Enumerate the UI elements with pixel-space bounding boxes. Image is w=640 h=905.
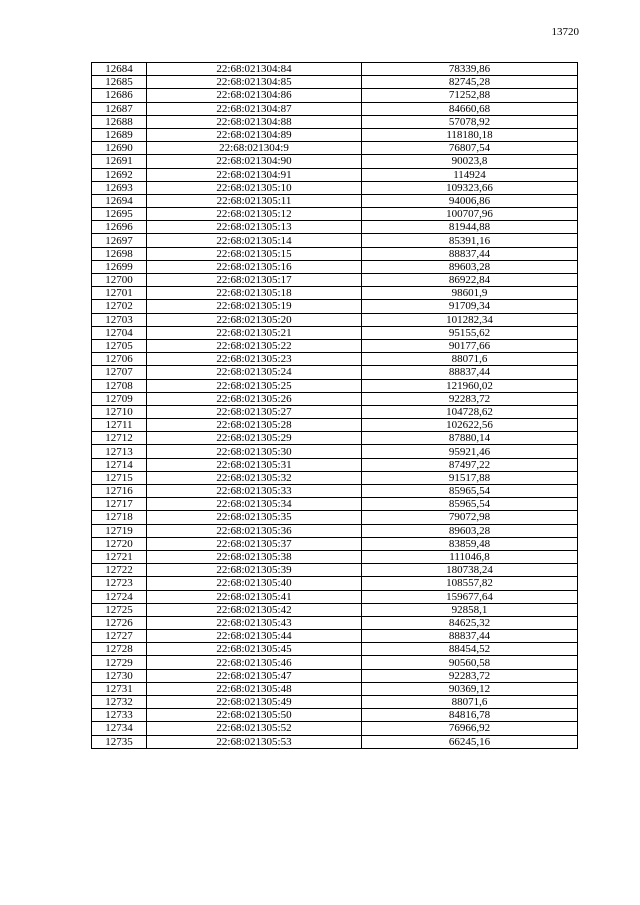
- cadastral-value-cell: 90369,12: [362, 682, 578, 695]
- row-number-cell: 12697: [92, 234, 147, 247]
- table-row: [92, 722, 578, 735]
- cadastral-number-cell: 22:68:021305:50: [147, 709, 362, 722]
- cadastral-number-cell: 22:68:021305:11: [147, 194, 362, 207]
- cadastral-number-cell: 22:68:021305:25: [147, 379, 362, 392]
- table-row: [92, 630, 578, 643]
- row-number-cell: 12700: [92, 274, 147, 287]
- table-row: [92, 550, 578, 563]
- table-row: [92, 471, 578, 484]
- row-number-cell: 12686: [92, 89, 147, 102]
- table-row: [92, 498, 578, 511]
- cadastral-value-cell: 121960,02: [362, 379, 578, 392]
- cadastral-value-cell: 89603,28: [362, 524, 578, 537]
- cadastral-number-cell: 22:68:021304:90: [147, 155, 362, 168]
- row-number-cell: 12710: [92, 405, 147, 418]
- row-number-cell: 12721: [92, 550, 147, 563]
- cadastral-number-cell: 22:68:021304:85: [147, 76, 362, 89]
- table-row: [92, 339, 578, 352]
- cadastral-value-cell: 159677,64: [362, 590, 578, 603]
- table-row: [92, 142, 578, 155]
- cadastral-number-cell: 22:68:021305:49: [147, 696, 362, 709]
- cadastral-number-cell: 22:68:021305:16: [147, 260, 362, 273]
- cadastral-number-cell: 22:68:021305:44: [147, 630, 362, 643]
- cadastral-value-cell: 94006,86: [362, 194, 578, 207]
- table-row: [92, 590, 578, 603]
- cadastral-number-cell: 22:68:021305:43: [147, 616, 362, 629]
- cadastral-number-cell: 22:68:021305:20: [147, 313, 362, 326]
- cadastral-number-cell: 22:68:021305:12: [147, 208, 362, 221]
- table-row: [92, 366, 578, 379]
- cadastral-number-cell: 22:68:021305:52: [147, 722, 362, 735]
- cadastral-value-cell: 88837,44: [362, 247, 578, 260]
- cadastral-number-cell: 22:68:021305:53: [147, 735, 362, 748]
- row-number-cell: 12707: [92, 366, 147, 379]
- cadastral-number-cell: 22:68:021305:22: [147, 339, 362, 352]
- cadastral-number-cell: 22:68:021305:45: [147, 643, 362, 656]
- cadastral-value-cell: 66245,16: [362, 735, 578, 748]
- row-number-cell: 12733: [92, 709, 147, 722]
- table-row: [92, 432, 578, 445]
- cadastral-number-cell: 22:68:021304:89: [147, 128, 362, 141]
- row-number-cell: 12705: [92, 339, 147, 352]
- cadastral-number-cell: 22:68:021305:10: [147, 181, 362, 194]
- cadastral-number-cell: 22:68:021305:26: [147, 392, 362, 405]
- cadastral-number-cell: 22:68:021305:41: [147, 590, 362, 603]
- cadastral-value-cell: 85391,16: [362, 234, 578, 247]
- row-number-cell: 12719: [92, 524, 147, 537]
- cadastral-number-cell: 22:68:021305:21: [147, 326, 362, 339]
- cadastral-value-cell: 90560,58: [362, 656, 578, 669]
- cadastral-value-cell: 57078,92: [362, 115, 578, 128]
- cadastral-value-cell: 88071,6: [362, 696, 578, 709]
- cadastral-number-cell: 22:68:021304:9: [147, 142, 362, 155]
- table-row: [92, 313, 578, 326]
- cadastral-value-cell: 87497,22: [362, 458, 578, 471]
- table-row: [92, 128, 578, 141]
- table-row: [92, 458, 578, 471]
- row-number-cell: 12724: [92, 590, 147, 603]
- table-row: [92, 76, 578, 89]
- table-row: [92, 392, 578, 405]
- cadastral-number-cell: 22:68:021305:17: [147, 274, 362, 287]
- cadastral-value-cell: 109323,66: [362, 181, 578, 194]
- cadastral-value-cell: 82745,28: [362, 76, 578, 89]
- cadastral-number-cell: 22:68:021305:18: [147, 287, 362, 300]
- table-row: [92, 260, 578, 273]
- table-row: [92, 89, 578, 102]
- cadastral-number-cell: 22:68:021305:38: [147, 550, 362, 563]
- row-number-cell: 12702: [92, 300, 147, 313]
- cadastral-value-cell: 85965,54: [362, 498, 578, 511]
- row-number-cell: 12727: [92, 630, 147, 643]
- cadastral-value-cell: 91517,88: [362, 471, 578, 484]
- row-number-cell: 12685: [92, 76, 147, 89]
- table-row: [92, 194, 578, 207]
- table-row: [92, 603, 578, 616]
- row-number-cell: 12688: [92, 115, 147, 128]
- cadastral-value-cell: 76807,54: [362, 142, 578, 155]
- cadastral-value-cell: 76966,92: [362, 722, 578, 735]
- cadastral-number-cell: 22:68:021305:47: [147, 669, 362, 682]
- cadastral-number-cell: 22:68:021304:86: [147, 89, 362, 102]
- row-number-cell: 12709: [92, 392, 147, 405]
- table-row: [92, 709, 578, 722]
- table-row: [92, 221, 578, 234]
- table-row: [92, 537, 578, 550]
- cadastral-value-cell: 108557,82: [362, 577, 578, 590]
- row-number-cell: 12689: [92, 128, 147, 141]
- cadastral-value-cell: 114924: [362, 168, 578, 181]
- cadastral-value-cell: 71252,88: [362, 89, 578, 102]
- row-number-cell: 12731: [92, 682, 147, 695]
- row-number-cell: 12696: [92, 221, 147, 234]
- row-number-cell: 12725: [92, 603, 147, 616]
- row-number-cell: 12716: [92, 485, 147, 498]
- cadastral-number-cell: 22:68:021305:19: [147, 300, 362, 313]
- cadastral-value-cell: 95921,46: [362, 445, 578, 458]
- row-number-cell: 12698: [92, 247, 147, 260]
- table-row: [92, 669, 578, 682]
- table-row: [92, 102, 578, 115]
- cadastral-value-cell: 92283,72: [362, 392, 578, 405]
- cadastral-number-cell: 22:68:021305:14: [147, 234, 362, 247]
- row-number-cell: 12723: [92, 577, 147, 590]
- table-row: [92, 63, 578, 76]
- cadastral-value-cell: 84816,78: [362, 709, 578, 722]
- cadastral-number-cell: 22:68:021305:48: [147, 682, 362, 695]
- cadastral-number-cell: 22:68:021305:32: [147, 471, 362, 484]
- row-number-cell: 12732: [92, 696, 147, 709]
- cadastral-value-cell: 78339,86: [362, 63, 578, 76]
- table-row: [92, 656, 578, 669]
- table-row: [92, 208, 578, 221]
- row-number-cell: 12691: [92, 155, 147, 168]
- row-number-cell: 12720: [92, 537, 147, 550]
- row-number-cell: 12706: [92, 353, 147, 366]
- cadastral-number-cell: 22:68:021305:40: [147, 577, 362, 590]
- cadastral-number-cell: 22:68:021305:30: [147, 445, 362, 458]
- cadastral-value-cell: 83859,48: [362, 537, 578, 550]
- table-row: [92, 445, 578, 458]
- cadastral-value-cell: 84660,68: [362, 102, 578, 115]
- page-number: 13720: [551, 26, 579, 38]
- cadastral-value-cell: 84625,32: [362, 616, 578, 629]
- cadastral-value-cell: 92858,1: [362, 603, 578, 616]
- cadastral-value-cell: 90023,8: [362, 155, 578, 168]
- cadastral-value-cell: 100707,96: [362, 208, 578, 221]
- row-number-cell: 12722: [92, 564, 147, 577]
- table-row: [92, 326, 578, 339]
- cadastral-value-cell: 86922,84: [362, 274, 578, 287]
- cadastral-number-cell: 22:68:021305:31: [147, 458, 362, 471]
- row-number-cell: 12712: [92, 432, 147, 445]
- table-row: [92, 168, 578, 181]
- cadastral-value-cell: 89603,28: [362, 260, 578, 273]
- cadastral-value-cell: 98601,9: [362, 287, 578, 300]
- table-row: [92, 419, 578, 432]
- cadastral-value-cell: 88071,6: [362, 353, 578, 366]
- table-row: [92, 405, 578, 418]
- cadastral-value-cell: 90177,66: [362, 339, 578, 352]
- table-row: [92, 300, 578, 313]
- cadastral-value-cell: 111046,8: [362, 550, 578, 563]
- row-number-cell: 12711: [92, 419, 147, 432]
- cadastral-value-cell: 88837,44: [362, 630, 578, 643]
- cadastral-number-cell: 22:68:021305:35: [147, 511, 362, 524]
- cadastral-value-cell: 92283,72: [362, 669, 578, 682]
- cadastral-number-cell: 22:68:021304:84: [147, 63, 362, 76]
- cadastral-number-cell: 22:68:021305:28: [147, 419, 362, 432]
- table-row: [92, 643, 578, 656]
- row-number-cell: 12704: [92, 326, 147, 339]
- table-row: [92, 379, 578, 392]
- cadastral-number-cell: 22:68:021305:23: [147, 353, 362, 366]
- table-row: [92, 287, 578, 300]
- cadastral-number-cell: 22:68:021305:34: [147, 498, 362, 511]
- cadastral-value-cell: 81944,88: [362, 221, 578, 234]
- row-number-cell: 12703: [92, 313, 147, 326]
- table-row: [92, 735, 578, 748]
- row-number-cell: 12684: [92, 63, 147, 76]
- cadastral-number-cell: 22:68:021305:29: [147, 432, 362, 445]
- table-row: [92, 234, 578, 247]
- cadastral-number-cell: 22:68:021305:42: [147, 603, 362, 616]
- cadastral-value-cell: 102622,56: [362, 419, 578, 432]
- cadastral-value-cell: 79072,98: [362, 511, 578, 524]
- cadastral-value-cell: 180738,24: [362, 564, 578, 577]
- cadastral-number-cell: 22:68:021305:33: [147, 485, 362, 498]
- cadastral-number-cell: 22:68:021305:39: [147, 564, 362, 577]
- cadastral-value-table: [91, 62, 578, 749]
- cadastral-value-cell: 87880,14: [362, 432, 578, 445]
- table-row: [92, 274, 578, 287]
- cadastral-value-cell: 85965,54: [362, 485, 578, 498]
- row-number-cell: 12694: [92, 194, 147, 207]
- table-row: [92, 577, 578, 590]
- row-number-cell: 12717: [92, 498, 147, 511]
- cadastral-value-cell: 101282,34: [362, 313, 578, 326]
- cadastral-number-cell: 22:68:021304:87: [147, 102, 362, 115]
- row-number-cell: 12729: [92, 656, 147, 669]
- table-row: [92, 511, 578, 524]
- cadastral-number-cell: 22:68:021305:36: [147, 524, 362, 537]
- row-number-cell: 12708: [92, 379, 147, 392]
- cadastral-value-cell: 88454,52: [362, 643, 578, 656]
- cadastral-value-cell: 95155,62: [362, 326, 578, 339]
- table-row: [92, 353, 578, 366]
- cadastral-value-cell: 91709,34: [362, 300, 578, 313]
- table-row: [92, 682, 578, 695]
- cadastral-number-cell: 22:68:021305:37: [147, 537, 362, 550]
- row-number-cell: 12693: [92, 181, 147, 194]
- row-number-cell: 12730: [92, 669, 147, 682]
- row-number-cell: 12699: [92, 260, 147, 273]
- table-row: [92, 181, 578, 194]
- cadastral-number-cell: 22:68:021305:24: [147, 366, 362, 379]
- row-number-cell: 12718: [92, 511, 147, 524]
- row-number-cell: 12734: [92, 722, 147, 735]
- table-body: [92, 63, 578, 749]
- row-number-cell: 12728: [92, 643, 147, 656]
- row-number-cell: 12735: [92, 735, 147, 748]
- table-row: [92, 696, 578, 709]
- table-row: [92, 247, 578, 260]
- row-number-cell: 12726: [92, 616, 147, 629]
- table-row: [92, 155, 578, 168]
- cadastral-number-cell: 22:68:021305:13: [147, 221, 362, 234]
- table-row: [92, 616, 578, 629]
- table-row: [92, 485, 578, 498]
- row-number-cell: 12701: [92, 287, 147, 300]
- row-number-cell: 12692: [92, 168, 147, 181]
- cadastral-number-cell: 22:68:021305:46: [147, 656, 362, 669]
- cadastral-number-cell: 22:68:021305:27: [147, 405, 362, 418]
- cadastral-value-cell: 88837,44: [362, 366, 578, 379]
- table-row: [92, 115, 578, 128]
- cadastral-number-cell: 22:68:021304:88: [147, 115, 362, 128]
- table-row: [92, 564, 578, 577]
- row-number-cell: 12690: [92, 142, 147, 155]
- table-row: [92, 524, 578, 537]
- row-number-cell: 12715: [92, 471, 147, 484]
- cadastral-value-cell: 118180,18: [362, 128, 578, 141]
- cadastral-value-cell: 104728,62: [362, 405, 578, 418]
- row-number-cell: 12713: [92, 445, 147, 458]
- row-number-cell: 12714: [92, 458, 147, 471]
- row-number-cell: 12695: [92, 208, 147, 221]
- cadastral-number-cell: 22:68:021305:15: [147, 247, 362, 260]
- cadastral-number-cell: 22:68:021304:91: [147, 168, 362, 181]
- row-number-cell: 12687: [92, 102, 147, 115]
